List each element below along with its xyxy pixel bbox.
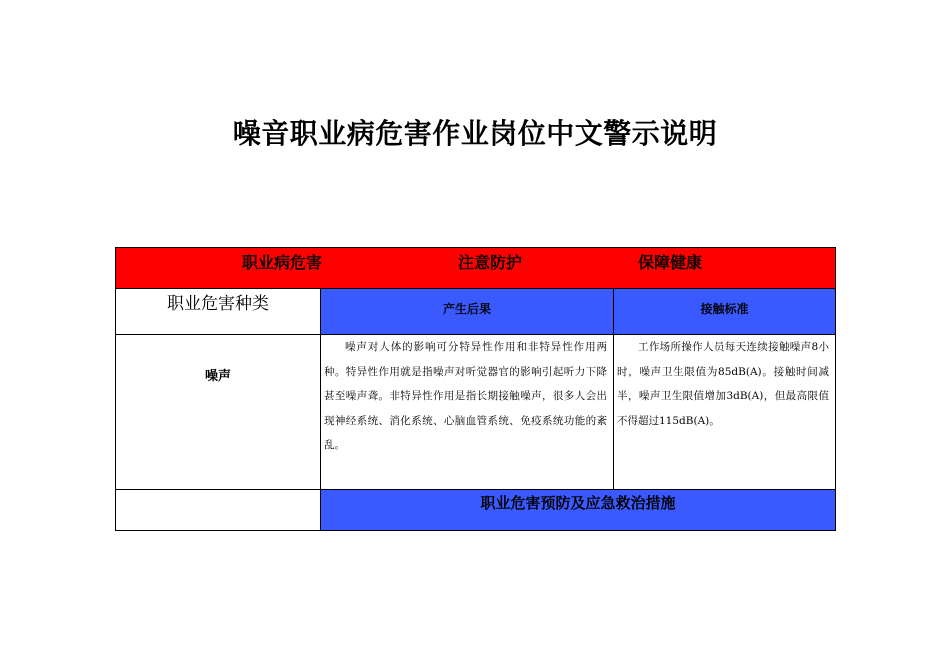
hazard-name-cell: 噪声 [116,335,321,490]
measures-row [116,490,836,531]
consequence-cell: 噪声对人体的影响可分特异性作用和非特异性作用两种。特异性作用就是指噪声对听觉器官的影响引起听力下降甚至噪声聋。非特异性作用是指长期接触噪声，很多人会出现神经系统、消化系统、心脑血管系统、免疫系统功能的紊乱。 [321,335,614,490]
header-hazard-kind: 职业危害种类 [116,289,321,335]
header-row [116,289,836,335]
measures-label-cell [116,490,321,531]
warning-banner-row [116,248,836,289]
banner-slogan-protect: 注意防护 [458,253,523,272]
table-row [116,335,836,490]
warning-table [115,247,836,531]
warning-banner [116,248,836,289]
header-consequence: 产生后果 [321,289,614,335]
header-exposure-standard: 接触标准 [614,289,836,335]
measures-header: 职业危害预防及应急救治措施 [321,490,836,531]
exposure-standard-cell: 工作场所操作人员每天连续接触噪声8小时，噪声卫生限值为85dB(A)。接触时间减半，噪声卫生限值增加3dB(A)，但最高限值不得超过115dB(A)。 [614,335,836,490]
banner-slogan-health: 保障健康 [638,253,703,272]
banner-slogan-hazard: 职业病危害 [242,253,323,272]
page-title: 噪音职业病危害作业岗位中文警示说明 [232,117,718,150]
